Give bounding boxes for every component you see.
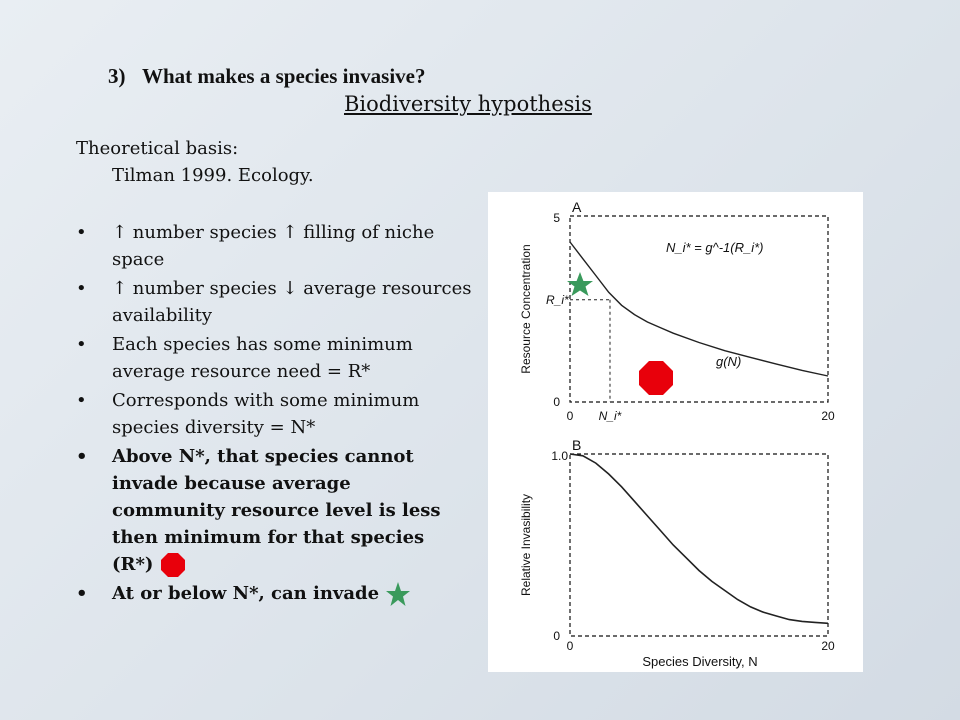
bullet-item: • Above N*, that species cannot invade because average community resource level is less then minimum for that species (R*) <box>76 443 442 578</box>
panel-a-ytick: 0 <box>553 395 560 409</box>
r-star-label: R_i* <box>546 293 569 307</box>
panel-a-ylabel: Resource Concentration <box>519 244 533 374</box>
panel-a-xtick: 0 <box>566 409 574 423</box>
basis-label: Theoretical basis: <box>76 138 239 159</box>
slide-subtitle: Biodiversity hypothesis <box>344 92 592 116</box>
panel-b-frame <box>570 454 828 636</box>
star-icon <box>567 272 593 296</box>
stop-octagon-icon <box>160 552 186 578</box>
curve-label: g(N) <box>716 354 742 369</box>
bullet-item: • ↑ number species ↓ average resources availability <box>76 275 486 329</box>
n-star-label: N_i* <box>598 409 622 423</box>
bullet-list <box>76 219 486 609</box>
panel-b-ytick: 1.0 <box>551 449 568 463</box>
bullet-item: • Corresponds with some minimum species diversity = N* <box>76 387 486 441</box>
panel-a-ytick: 5 <box>553 211 560 225</box>
basis-reference: Tilman 1999. Ecology. <box>112 165 314 186</box>
theoretical-basis <box>76 135 314 189</box>
bullet-item: • ↑ number species ↑ filling of niche space <box>76 219 486 273</box>
panel-b-xtick: 0 <box>566 639 574 653</box>
panel-b-xtick: 20 <box>821 639 835 653</box>
panel-b-curve <box>570 454 828 623</box>
slide-heading <box>108 64 426 89</box>
panel-label-b: B <box>572 437 582 453</box>
panel-b-xlabel: Species Diversity, N <box>642 654 758 669</box>
bullet-item: • At or below N*, can invade <box>76 580 486 607</box>
panel-a-curve <box>570 242 828 376</box>
heading-number: 3) <box>108 64 126 88</box>
bullet-item: • Each species has some minimum average resource need = R* <box>76 331 486 385</box>
tilman-figure <box>488 192 863 672</box>
panel-b-ylabel: Relative Invasibility <box>519 493 533 597</box>
heading-text: What makes a species invasive? <box>142 64 426 88</box>
panel-a-equation: N_i* = g^-1(R_i*) <box>666 240 764 255</box>
star-icon <box>385 581 411 607</box>
panel-a-xtick: 20 <box>821 409 835 423</box>
panel-b-ytick: 0 <box>553 629 560 643</box>
panel-label-a: A <box>572 199 582 215</box>
stop-octagon-icon <box>639 361 673 395</box>
figure-svg <box>488 192 863 672</box>
